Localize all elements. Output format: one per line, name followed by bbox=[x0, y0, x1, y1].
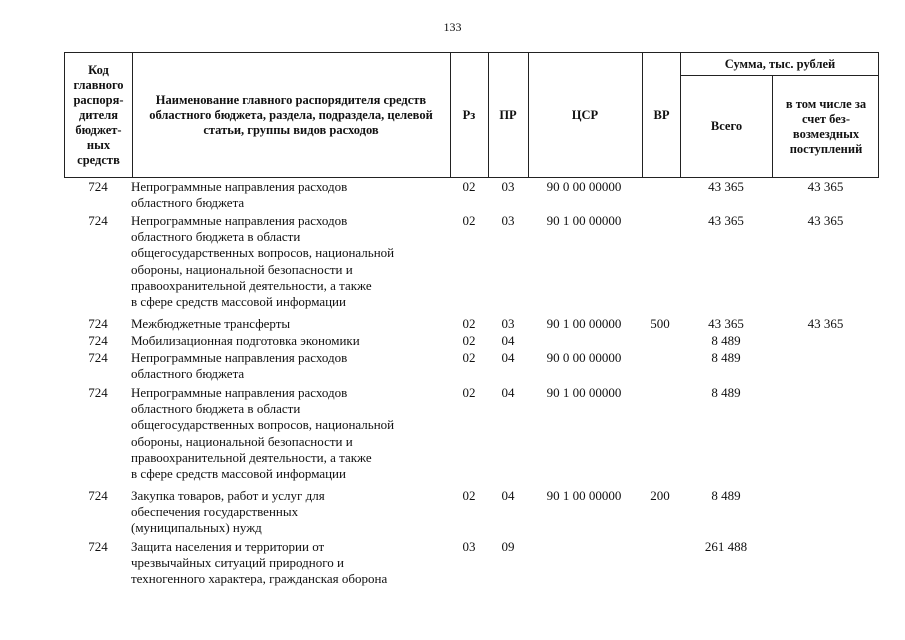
name-cell: Защита населения и территории от чрезвычайных ситуаций природного и техногенного характера, гражданская оборона bbox=[131, 539, 388, 587]
header-free: в том числе за счет без- возмездных поступлений bbox=[785, 96, 867, 156]
rz-cell: 02 bbox=[462, 333, 476, 348]
vr-cell: 200 bbox=[650, 488, 670, 503]
name-cell: Непрограммные направления расходов областного бюджета bbox=[131, 350, 348, 382]
rz-cell: 02 bbox=[462, 488, 476, 503]
total-cell: 8 489 bbox=[711, 385, 741, 400]
header-vr: ВР bbox=[653, 107, 670, 122]
total-cell: 8 489 bbox=[711, 333, 741, 348]
rz-cell: 02 bbox=[462, 213, 476, 228]
name-cell: Межбюджетные трансферты bbox=[131, 316, 291, 331]
code-cell: 724 bbox=[88, 213, 108, 228]
header-rz: Рз bbox=[462, 107, 476, 122]
name-cell: Мобилизационная подготовка экономики bbox=[131, 333, 360, 348]
code-cell: 724 bbox=[88, 385, 108, 400]
header-pr: ПР bbox=[499, 107, 517, 122]
free-cell: 43 365 bbox=[807, 213, 844, 228]
name-cell: Непрограммные направления расходов областного бюджета в области общегосударственных вопросов, национальной обороны, национальной безопасности и правоохранительной деятельности, а также в сфере средств массовой информации bbox=[131, 385, 395, 482]
code-cell: 724 bbox=[88, 316, 108, 331]
rz-cell: 02 bbox=[462, 385, 476, 400]
name-cell: Непрограммные направления расходов областного бюджета bbox=[131, 179, 348, 211]
code-cell: 724 bbox=[88, 333, 108, 348]
csr-cell: 90 1 00 00000 bbox=[546, 213, 622, 228]
header-code: Код главного распоря- дителя бюджет- ных средств bbox=[73, 62, 124, 167]
code-cell: 724 bbox=[88, 539, 108, 554]
rz-cell: 02 bbox=[462, 179, 476, 194]
vr-cell: 500 bbox=[650, 316, 670, 331]
csr-cell: 90 1 00 00000 bbox=[546, 488, 622, 503]
header-name: Наименование главного распорядителя средств областного бюджета, раздела, подраздела, целевой статьи, группы видов расходов bbox=[149, 92, 433, 137]
total-cell: 43 365 bbox=[708, 213, 744, 228]
total-cell: 8 489 bbox=[711, 488, 741, 503]
page-number: 133 bbox=[443, 20, 462, 34]
pr-cell: 04 bbox=[501, 350, 515, 365]
pr-cell: 03 bbox=[501, 179, 515, 194]
header-csr: ЦСР bbox=[571, 107, 599, 122]
free-cell: 43 365 bbox=[807, 316, 844, 331]
table-header bbox=[64, 52, 879, 178]
name-cell: Непрограммные направления расходов областного бюджета в области общегосударственных вопросов, национальной обороны, национальной безопасности и правоохранительной деятельности, а также в сфере средств массовой информации bbox=[131, 213, 395, 310]
header-divider bbox=[132, 53, 133, 177]
pr-cell: 09 bbox=[501, 539, 515, 554]
csr-cell: 90 0 00 00000 bbox=[546, 179, 622, 194]
total-cell: 261 488 bbox=[704, 539, 748, 554]
pr-cell: 03 bbox=[501, 213, 515, 228]
pr-cell: 03 bbox=[501, 316, 515, 331]
rz-cell: 03 bbox=[462, 539, 476, 554]
rz-cell: 02 bbox=[462, 316, 476, 331]
rz-cell: 02 bbox=[462, 350, 476, 365]
code-cell: 724 bbox=[88, 350, 108, 365]
name-cell: Закупка товаров, работ и услуг для обеспечения государственных (муниципальных) нужд bbox=[131, 488, 325, 536]
csr-cell: 90 1 00 00000 bbox=[546, 385, 622, 400]
pr-cell: 04 bbox=[501, 488, 515, 503]
pr-cell: 04 bbox=[501, 385, 515, 400]
pr-cell: 04 bbox=[501, 333, 515, 348]
csr-cell: 90 0 00 00000 bbox=[546, 350, 622, 365]
total-cell: 8 489 bbox=[711, 350, 741, 365]
total-cell: 43 365 bbox=[708, 179, 744, 194]
total-cell: 43 365 bbox=[708, 316, 744, 331]
csr-cell: 90 1 00 00000 bbox=[546, 316, 622, 331]
code-cell: 724 bbox=[88, 488, 108, 503]
free-cell: 43 365 bbox=[807, 179, 844, 194]
header-sum: Сумма, тыс. рублей bbox=[724, 56, 836, 71]
code-cell: 724 bbox=[88, 179, 108, 194]
header-total: Всего bbox=[710, 119, 743, 133]
